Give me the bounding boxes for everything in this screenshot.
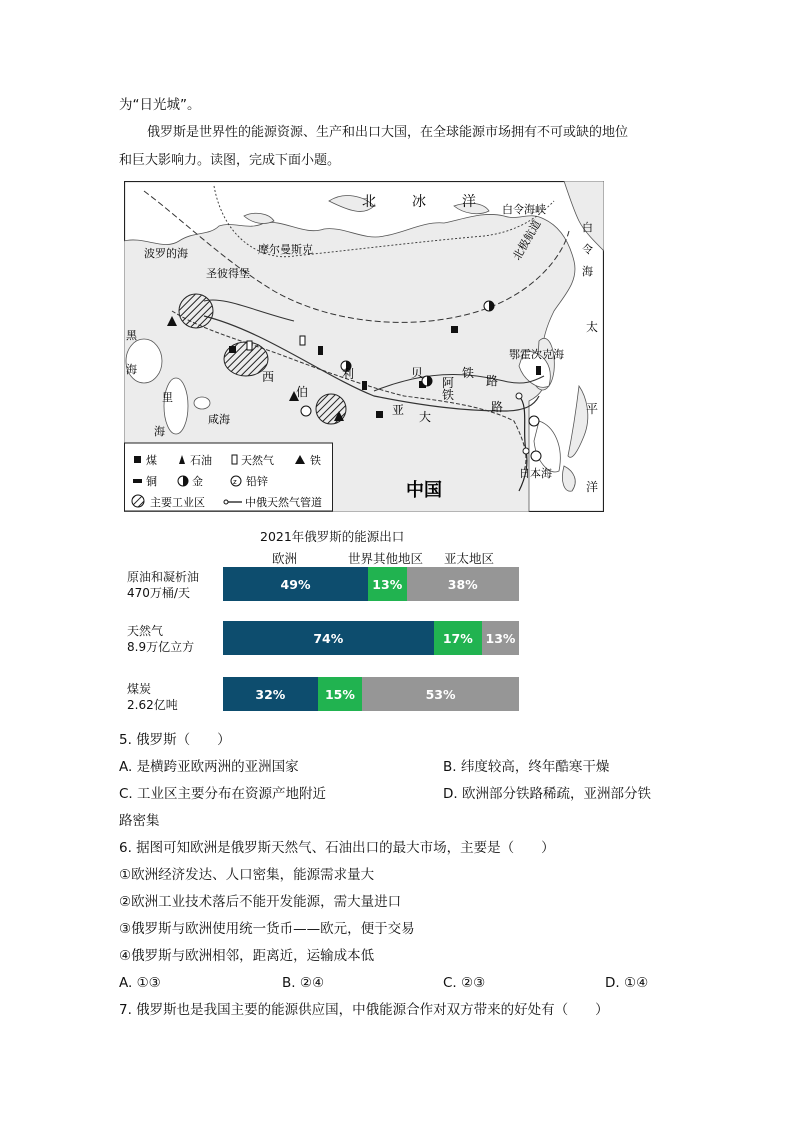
legend-oil: 石油 (190, 454, 212, 467)
legend-industrial: 主要工业区 (150, 496, 205, 509)
data-label: 17% (442, 630, 473, 646)
legend-copper: 铜 (146, 475, 157, 488)
bar-row-gas (223, 621, 519, 655)
q5-stem: 5. 俄罗斯（ ） (119, 732, 231, 748)
data-label: 38% (447, 576, 478, 592)
category-label-gas-2: 8.9万亿立方 (127, 640, 195, 654)
map-label-caspian-2: 海 (154, 425, 165, 438)
legend-lead-zinc: 铅锌 (246, 475, 268, 488)
legend-iron: 铁 (310, 454, 321, 467)
q6-statement-1: ①欧洲经济发达、人口密集，能源需求量大 (119, 867, 375, 883)
map-label-china: 中国 (406, 480, 442, 501)
bar-segment-oil-0 (223, 567, 368, 601)
q6-stem: 6. 据图可知欧洲是俄罗斯天然气、石油出口的最大市场，主要是（ ） (119, 840, 555, 856)
map-label-siberia-3: 利 (342, 367, 355, 381)
map-label-bam-4: 路 (486, 374, 499, 388)
russia-energy-map (124, 181, 604, 512)
svg-text:z: z (233, 478, 237, 486)
map-label-caspian-1: 里 (162, 391, 173, 404)
legend-gold: 金 (192, 475, 203, 488)
q6-option-d: D. ①④ (605, 975, 649, 991)
legend-gas: 天然气 (241, 454, 274, 467)
coal-symbol (451, 326, 458, 333)
map-label-northern-route: 北极航道 (510, 217, 544, 263)
map-label-st-petersburg: 圣彼得堡 (206, 267, 250, 280)
coal-symbol (376, 411, 383, 418)
q5-option-d-cont: 路密集 (119, 813, 160, 829)
data-label: 32% (255, 686, 286, 702)
bar-segment-oil-1 (368, 567, 406, 601)
map-label-bam-2: 阿 (442, 376, 455, 390)
category-label-coal-2: 2.62亿吨 (127, 698, 178, 712)
map-label-pacific-3: 洋 (586, 480, 599, 494)
bar-row-coal (223, 677, 519, 711)
data-label: 15% (324, 686, 355, 702)
q7-stem: 7. 俄罗斯也是我国主要的能源供应国，中俄能源合作对双方带来的好处有（ ） (119, 1002, 609, 1018)
data-label: 53% (425, 686, 456, 702)
legend-coal: 煤 (146, 454, 157, 467)
legend-series-other: 世界其他地区 (348, 551, 424, 566)
bar-segment-coal-0 (223, 677, 318, 711)
map-label-murmansk: 摩尔曼斯克 (258, 243, 313, 256)
map-label-trans-1: 大 (419, 410, 432, 424)
bar-segment-coal-1 (318, 677, 362, 711)
category-label-gas-1: 天然气 (127, 624, 164, 638)
category-label-oil-2: 470万桶/天 (127, 586, 190, 600)
map-label-bering-sea-2: 令 (582, 243, 593, 256)
intro-line-1: 俄罗斯是世界性的能源资源、生产和出口大国，在全球能源市场拥有不可或缺的地位 (147, 125, 629, 140)
map-legend (125, 443, 333, 511)
map-label-bam-1: 贝 (411, 366, 424, 380)
map-label-japan-sea: 日本海 (519, 467, 552, 480)
legend-pipeline: 中俄天然气管道 (245, 496, 322, 509)
data-label: 13% (372, 576, 403, 592)
legend-series-europe: 欧洲 (272, 551, 298, 566)
q5-option-a: A. 是横跨亚欧两洲的亚洲国家 (119, 759, 299, 775)
map-label-bering-sea-1: 白 (582, 221, 593, 234)
map-label-siberia-4: 亚 (392, 403, 405, 417)
q6-statement-2: ②欧洲工业技术落后不能开发能源，需大量进口 (119, 894, 402, 910)
map-label-xian-hai: 咸海 (208, 413, 230, 426)
q5-option-c: C. 工业区主要分布在资源产地附近 (119, 786, 327, 802)
legend-series-asia: 亚太地区 (444, 551, 495, 566)
data-label: 13% (485, 630, 516, 646)
data-label: 74% (313, 630, 344, 646)
map-label-pacific-2: 平 (586, 402, 599, 416)
coal-symbol (229, 346, 236, 353)
data-label: 49% (280, 576, 311, 592)
map-label-bering-sea-3: 海 (582, 265, 593, 278)
bar-row-oil (223, 567, 519, 601)
bar-segment-coal-2 (362, 677, 519, 711)
map-label-trans-2: 铁 (442, 388, 455, 402)
chart-title: 2021年俄罗斯的能源出口 (260, 529, 405, 544)
intro-line-0: 为“日光城”。 (119, 97, 201, 113)
map-label-bam-3: 铁 (462, 366, 475, 380)
q6-option-b: B. ②④ (282, 975, 325, 991)
q5-option-d: D. 欧洲部分铁路稀疏，亚洲部分铁 (443, 786, 651, 802)
map-label-ocean-3: 洋 (462, 194, 476, 210)
map-label-ocean-2: 冰 (412, 194, 426, 210)
map-label-siberia-2: 伯 (296, 385, 309, 399)
q6-option-c: C. ②③ (443, 975, 486, 991)
bar-segment-gas-0 (223, 621, 434, 655)
map-label-siberia-1: 西 (262, 370, 275, 384)
map-label-ocean-1: 北 (362, 194, 376, 210)
intro-line-2: 和巨大影响力。读图，完成下面小题。 (119, 153, 341, 168)
map-label-bering-strait: 白令海峡 (502, 203, 546, 216)
q6-statement-4: ④俄罗斯与欧洲相邻，距离近，运输成本低 (119, 948, 375, 964)
map-label-pacific-1: 太 (586, 320, 599, 334)
bar-segment-gas-2 (482, 621, 519, 655)
category-label-coal-1: 煤炭 (127, 682, 152, 696)
map-label-black-sea-1: 黑 (126, 329, 137, 342)
map-label-trans-3: 路 (491, 400, 504, 414)
map-label-baltic: 波罗的海 (144, 247, 188, 260)
bar-segment-oil-2 (407, 567, 519, 601)
map-label-black-sea-2: 海 (126, 363, 137, 376)
q5-option-b: B. 纬度较高，终年酷寒干燥 (443, 759, 610, 775)
category-label-oil-1: 原油和凝析油 (127, 570, 200, 584)
q6-statement-3: ③俄罗斯与欧洲使用统一货币——欧元，便于交易 (119, 921, 415, 937)
map-label-okhotsk: 鄂霍次克海 (509, 348, 564, 361)
bar-segment-gas-1 (434, 621, 482, 655)
q6-option-a: A. ①③ (119, 975, 161, 991)
